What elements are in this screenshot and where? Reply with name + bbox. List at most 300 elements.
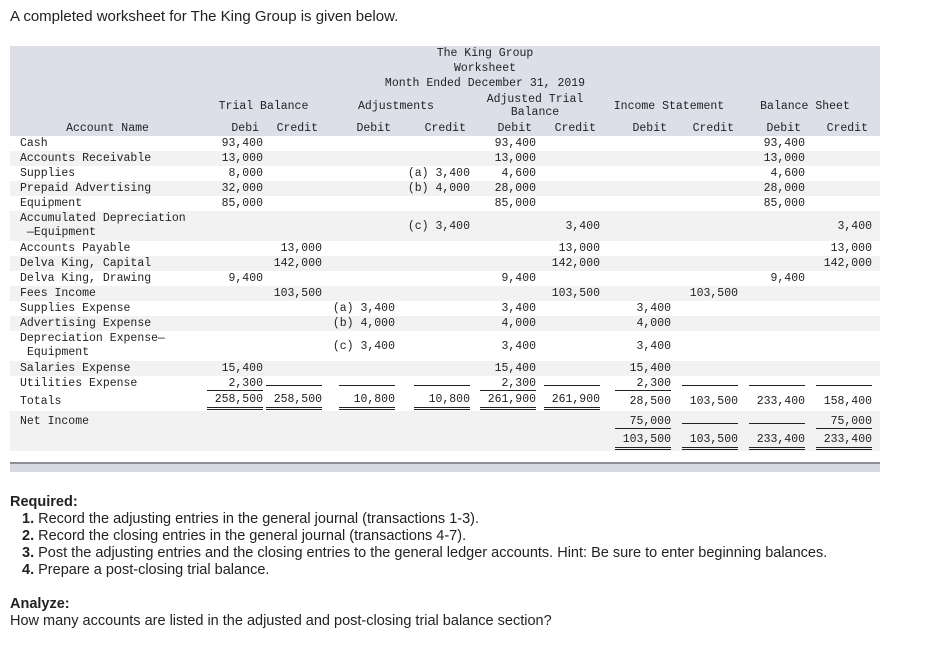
account-name: [10, 286, 205, 301]
account-name-text: Utilities Expense: [20, 377, 138, 390]
amount-cell: [600, 316, 671, 331]
account-name-cont: —Equipment: [27, 226, 97, 239]
amount: 258,500: [207, 393, 263, 410]
amount-cell: [600, 411, 671, 431]
amount: 2,300: [615, 377, 671, 391]
account-name-cont: Equipment: [27, 346, 90, 359]
account-name-text: Equipment: [20, 197, 83, 210]
final-row: [10, 431, 880, 451]
account-row: [10, 196, 880, 211]
worksheet: [10, 46, 880, 451]
amount-cell: [536, 151, 600, 166]
amount-cell: [205, 331, 263, 361]
amount: 2,300: [480, 377, 536, 391]
amount-cell: [671, 151, 738, 166]
amount: 10,800: [339, 393, 395, 410]
amount-cell: [805, 241, 872, 256]
amount-cell: [263, 316, 322, 331]
amount: 103,500: [615, 433, 671, 450]
amount: 15,400: [221, 362, 263, 375]
amount-cell: [738, 151, 805, 166]
amount-cell: [470, 166, 536, 181]
amount-cell: [470, 136, 536, 151]
amount: 85,000: [221, 197, 263, 210]
amount-cell: [600, 286, 671, 301]
account-row: [10, 256, 880, 271]
amount: [749, 385, 805, 386]
amount-cell: [671, 211, 738, 241]
amount: 28,500: [629, 394, 671, 408]
amount-cell: [536, 431, 600, 451]
amount-cell: [600, 151, 671, 166]
amount: 13,000: [558, 242, 600, 255]
amount-cell: [805, 256, 872, 271]
account-name: [10, 181, 205, 196]
amount-cell: [470, 271, 536, 286]
amount-cell: [470, 376, 536, 391]
amount-cell: [395, 151, 470, 166]
amount-cell: [600, 166, 671, 181]
amount-cell: [322, 391, 395, 411]
amount-cell: [395, 256, 470, 271]
amount-cell: [671, 136, 738, 151]
worksheet-title: [10, 46, 880, 61]
amount-cell: [738, 301, 805, 316]
net_income-row: [10, 411, 880, 431]
amount: 4,000: [636, 317, 671, 330]
amount-cell: [205, 301, 263, 316]
amount-cell: [263, 136, 322, 151]
amount-cell: [470, 331, 536, 361]
amount-cell: [600, 331, 671, 361]
amount-cell: [805, 391, 872, 411]
amount-cell: [671, 411, 738, 431]
account-name: [10, 361, 205, 376]
account-name: [10, 211, 205, 241]
account-name: [10, 196, 205, 211]
account-name-text: Supplies: [20, 167, 76, 180]
amount: 4,000: [501, 317, 536, 330]
amount-cell: [536, 361, 600, 376]
amount: 13,000: [280, 242, 322, 255]
amount-cell: [470, 196, 536, 211]
amount-cell: [470, 316, 536, 331]
amount: 9,400: [228, 272, 263, 285]
amount: 15,400: [494, 362, 536, 375]
column-header: Debit: [632, 122, 667, 135]
amount-cell: [322, 301, 395, 316]
amount-cell: [805, 286, 872, 301]
amount-cell: [205, 256, 263, 271]
amount: 10,800: [414, 393, 470, 410]
amount-cell: [600, 241, 671, 256]
amount-cell: [395, 411, 470, 431]
amount-cell: [536, 331, 600, 361]
column-header: Credit: [692, 122, 734, 135]
analyze-question: How many accounts are listed in the adjusted and post-closing trial balance section?: [10, 613, 552, 629]
amount-cell: [805, 361, 872, 376]
amount-cell: [395, 376, 470, 391]
group-header: Adjusted Trial Balance: [486, 93, 584, 119]
amount-cell: [536, 196, 600, 211]
amount-cell: [536, 391, 600, 411]
amount-cell: [600, 391, 671, 411]
amount-cell: [322, 271, 395, 286]
amount-cell: [805, 181, 872, 196]
amount-cell: [470, 286, 536, 301]
amount: 103,500: [551, 287, 600, 300]
group-header: Adjustments: [358, 99, 434, 113]
amount: 158,400: [823, 394, 872, 408]
amount-cell: [263, 181, 322, 196]
amount-cell: [738, 391, 805, 411]
amount: (a) 3,400: [332, 302, 395, 315]
amount-cell: [322, 431, 395, 451]
amount-cell: [738, 196, 805, 211]
amount-cell: [322, 166, 395, 181]
column-header: Debit: [766, 122, 801, 135]
amount-cell: [536, 271, 600, 286]
amount: 103,500: [689, 287, 738, 300]
amount: [414, 385, 470, 386]
amount: 13,000: [494, 152, 536, 165]
amount-cell: [322, 211, 395, 241]
account-name-text: Supplies Expense: [20, 302, 131, 315]
amount: 75,000: [816, 415, 872, 429]
amount-cell: [805, 431, 872, 451]
amount-cell: [395, 391, 470, 411]
column-header: Credit: [826, 122, 868, 135]
amount: 142,000: [823, 257, 872, 270]
amount-cell: [205, 211, 263, 241]
amount: [544, 385, 600, 386]
amount-cell: [536, 301, 600, 316]
amount-cell: [322, 331, 395, 361]
amount-cell: [395, 196, 470, 211]
amount: 3,400: [636, 339, 671, 353]
amount-cell: [395, 166, 470, 181]
amount-cell: [205, 376, 263, 391]
amount-cell: [470, 211, 536, 241]
amount-cell: [805, 331, 872, 361]
amount-cell: [805, 376, 872, 391]
amount-cell: [263, 211, 322, 241]
amount-cell: [470, 241, 536, 256]
required-item-number: 1.: [22, 511, 35, 527]
amount-cell: [263, 391, 322, 411]
amount-cell: [536, 256, 600, 271]
amount-cell: [671, 316, 738, 331]
amount-cell: [322, 136, 395, 151]
amount-cell: [470, 256, 536, 271]
amount: 103,500: [273, 287, 322, 300]
amount-cell: [600, 376, 671, 391]
amount-cell: [205, 136, 263, 151]
amount-cell: [322, 241, 395, 256]
amount-cell: [395, 211, 470, 241]
amount: 85,000: [763, 197, 805, 210]
amount: (b) 4,000: [407, 182, 470, 195]
account-row: [10, 361, 880, 376]
amount-cell: [205, 196, 263, 211]
amount-cell: [263, 166, 322, 181]
amount: 13,000: [830, 242, 872, 255]
amount-cell: [738, 211, 805, 241]
amount: 75,000: [615, 415, 671, 429]
amount-cell: [263, 331, 322, 361]
amount-cell: [263, 376, 322, 391]
amount: 3,400: [837, 219, 872, 233]
amount-cell: [738, 411, 805, 431]
amount-cell: [738, 256, 805, 271]
account-row: [10, 301, 880, 316]
amount-cell: [671, 256, 738, 271]
amount-cell: [738, 181, 805, 196]
column-header: Credit: [554, 122, 596, 135]
amount-cell: [395, 136, 470, 151]
amount: 28,000: [763, 182, 805, 195]
amount-cell: [205, 411, 263, 431]
account-row: [10, 211, 880, 241]
amount: 103,500: [682, 433, 738, 450]
worksheet-title-text: The King Group: [436, 47, 534, 60]
group-header-row: [10, 91, 880, 121]
amount: 8,000: [228, 167, 263, 180]
required-item-text: Prepare a post-closing trial balance.: [38, 562, 270, 578]
required-item: [22, 511, 827, 528]
amount-cell: [805, 196, 872, 211]
column-header: Credit: [424, 122, 466, 135]
amount-cell: [671, 301, 738, 316]
amount: 3,400: [501, 302, 536, 315]
amount-cell: [805, 151, 872, 166]
account-row: [10, 241, 880, 256]
amount-cell: [536, 181, 600, 196]
worksheet-period: [10, 76, 880, 91]
amount-cell: [205, 286, 263, 301]
amount-cell: [671, 286, 738, 301]
account-name: [10, 166, 205, 181]
amount-cell: [322, 411, 395, 431]
group-header: Balance Sheet: [760, 99, 850, 113]
net_income-label: Net Income: [10, 411, 205, 431]
account-row: [10, 151, 880, 166]
account-name-text: Fees Income: [20, 287, 96, 300]
amount-cell: [600, 196, 671, 211]
amount: [339, 385, 395, 386]
amount-cell: [470, 301, 536, 316]
amount-cell: [263, 241, 322, 256]
account-name: [10, 136, 205, 151]
amount-cell: [263, 151, 322, 166]
amount: 233,400: [816, 433, 872, 450]
amount-cell: [395, 431, 470, 451]
amount-cell: [470, 391, 536, 411]
final-label: [10, 431, 205, 451]
amount: 142,000: [551, 257, 600, 270]
required-item-number: 2.: [22, 528, 35, 544]
amount-cell: [263, 301, 322, 316]
amount-cell: [263, 361, 322, 376]
amount: 15,400: [629, 362, 671, 375]
horizontal-scrollbar[interactable]: [10, 462, 880, 472]
amount: (c) 3,400: [332, 339, 395, 353]
amount-cell: [600, 181, 671, 196]
amount-cell: [600, 431, 671, 451]
required-item-text: Post the adjusting entries and the closing entries to the general ledger accounts. Hint: Be sure to enter beginning balances.: [38, 545, 828, 561]
required-item-number: 3.: [22, 545, 35, 561]
amount-cell: [671, 431, 738, 451]
amount-cell: [738, 376, 805, 391]
account-name-text: Accumulated Depreciation: [20, 212, 186, 225]
account-row: [10, 376, 880, 391]
amount: (c) 3,400: [407, 219, 470, 233]
column-header: Credit: [276, 122, 318, 135]
amount-cell: [395, 361, 470, 376]
account-name: [10, 331, 205, 361]
amount: 13,000: [763, 152, 805, 165]
amount-cell: [536, 166, 600, 181]
amount: 85,000: [494, 197, 536, 210]
amount: 93,400: [221, 137, 263, 150]
account-name: [10, 256, 205, 271]
account-row: [10, 166, 880, 181]
analyze-heading: Analyze:: [10, 596, 70, 612]
worksheet-subtitle: [10, 61, 880, 76]
account-name: [10, 301, 205, 316]
amount-cell: [395, 331, 470, 361]
amount-cell: [322, 361, 395, 376]
amount-cell: [470, 411, 536, 431]
amount: [266, 385, 322, 386]
amount-cell: [536, 211, 600, 241]
amount-cell: [205, 151, 263, 166]
amount-cell: [322, 196, 395, 211]
intro-text: A completed worksheet for The King Group is given below.: [10, 8, 399, 25]
amount-cell: [671, 391, 738, 411]
account-name: [10, 151, 205, 166]
account-name-text: Delva King, Drawing: [20, 272, 152, 285]
amount-cell: [600, 271, 671, 286]
amount-cell: [395, 271, 470, 286]
amount: 3,400: [501, 339, 536, 353]
amount-cell: [322, 256, 395, 271]
amount-cell: [600, 136, 671, 151]
account-name-text: Prepaid Advertising: [20, 182, 152, 195]
worksheet-subtitle-text: Worksheet: [453, 62, 517, 75]
amount-cell: [805, 271, 872, 286]
amount-cell: [322, 316, 395, 331]
account-name-text: Accounts Payable: [20, 242, 131, 255]
amount: [682, 385, 738, 386]
amount: 233,400: [756, 394, 805, 408]
amount-cell: [738, 316, 805, 331]
account-row: [10, 286, 880, 301]
amount-cell: [805, 301, 872, 316]
account-name-text: Depreciation Expense—: [20, 332, 165, 345]
amount-cell: [536, 316, 600, 331]
amount-cell: [395, 286, 470, 301]
amount-cell: [205, 166, 263, 181]
amount-cell: [600, 211, 671, 241]
amount-cell: [671, 271, 738, 286]
amount-cell: [805, 211, 872, 241]
column-header: Debit: [497, 122, 532, 135]
account-name-header: Account Name: [66, 122, 149, 135]
required-item: [22, 562, 827, 579]
amount: 103,500: [689, 394, 738, 408]
amount: 142,000: [273, 257, 322, 270]
amount-cell: [738, 271, 805, 286]
amount: 4,600: [770, 167, 805, 180]
amount-cell: [205, 181, 263, 196]
amount-cell: [322, 286, 395, 301]
group-header: Income Statement: [613, 99, 725, 113]
amount-cell: [671, 241, 738, 256]
amount-cell: [600, 361, 671, 376]
amount-cell: [470, 431, 536, 451]
amount-cell: [536, 376, 600, 391]
amount-cell: [470, 181, 536, 196]
account-row: [10, 136, 880, 151]
account-name-text: Accounts Receivable: [20, 152, 152, 165]
account-name: [10, 316, 205, 331]
amount-cell: [738, 431, 805, 451]
account-name: [10, 241, 205, 256]
required-item-text: Record the closing entries in the general journal (transactions 4-7).: [38, 528, 467, 544]
account-row: [10, 181, 880, 196]
amount-cell: [395, 181, 470, 196]
amount: 2,300: [207, 377, 263, 391]
amount-cell: [738, 331, 805, 361]
amount-cell: [263, 431, 322, 451]
required-heading: Required:: [10, 494, 78, 510]
amount-cell: [263, 271, 322, 286]
amount-cell: [322, 151, 395, 166]
amount-cell: [263, 411, 322, 431]
amount: [749, 423, 805, 424]
account-row: [10, 271, 880, 286]
amount: 261,900: [480, 393, 536, 410]
account-name-text: Cash: [20, 137, 48, 150]
amount-cell: [805, 136, 872, 151]
amount: 13,000: [221, 152, 263, 165]
amount-cell: [738, 241, 805, 256]
account-row: [10, 316, 880, 331]
group-header: Trial Balance: [218, 99, 309, 113]
column-header: Debit: [356, 122, 391, 135]
amount: 3,400: [565, 219, 600, 233]
amount-cell: [671, 361, 738, 376]
amount: 32,000: [221, 182, 263, 195]
amount: [816, 385, 872, 386]
amount: 3,400: [636, 302, 671, 315]
amount-cell: [205, 271, 263, 286]
required-item-number: 4.: [22, 562, 35, 578]
amount-cell: [263, 286, 322, 301]
account-name-text: Delva King, Capital: [20, 257, 152, 270]
amount-cell: [536, 241, 600, 256]
amount-cell: [205, 316, 263, 331]
amount-cell: [671, 181, 738, 196]
amount-cell: [263, 256, 322, 271]
amount: 9,400: [770, 272, 805, 285]
amount: (a) 3,400: [407, 167, 470, 180]
instructions: [10, 494, 827, 630]
required-item: [22, 545, 827, 562]
amount-cell: [805, 411, 872, 431]
amount-cell: [205, 431, 263, 451]
